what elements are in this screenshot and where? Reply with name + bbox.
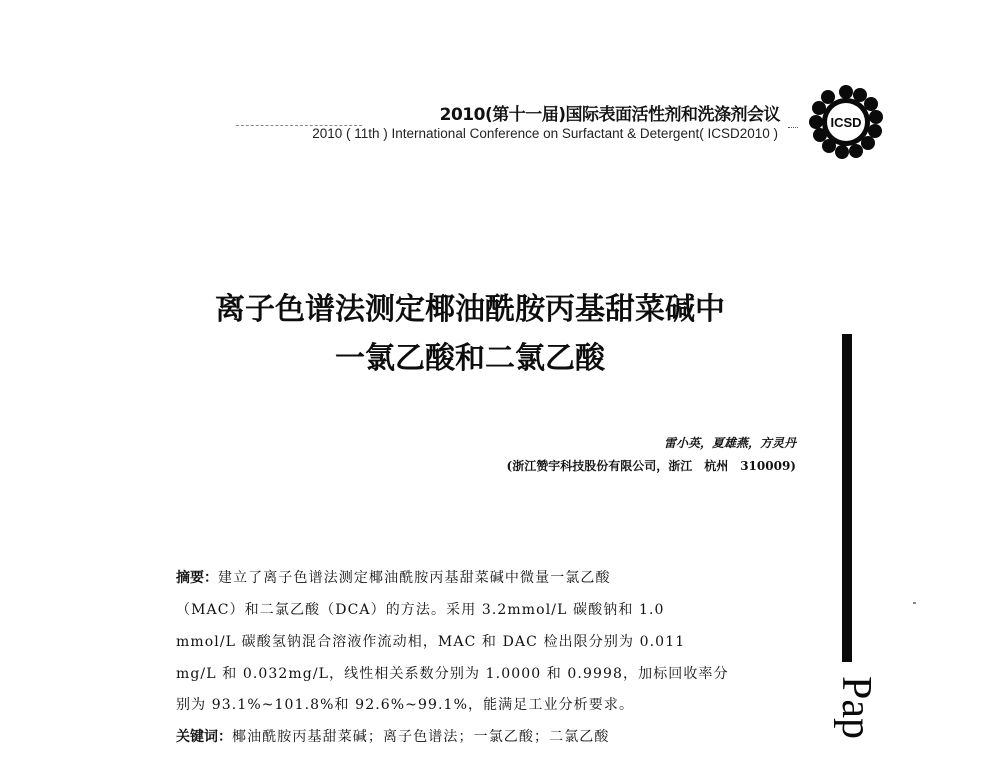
abstract-text: 建立了离子色谱法测定椰油酰胺丙基甜菜碱中微量一氯乙酸	[218, 570, 611, 586]
abstract-line-3: mmol/L 碳酸氢钠混合溶液作流动相，MAC 和 DAC 检出限分别为 0.011	[176, 634, 686, 650]
keywords-text: 椰油酰胺丙基甜菜碱；离子色谱法；一氯乙酸；二氯乙酸	[232, 729, 610, 745]
paper-title-line-2: 一氯乙酸和二氯乙酸	[335, 341, 605, 376]
side-rotated-label: Pap	[833, 676, 879, 739]
abstract-line-2: （MAC）和二氯乙酸（DCA）的方法。采用 3.2mmol/L 碳酸钠和 1.0	[176, 602, 665, 618]
svg-text:ICSD: ICSD	[830, 115, 862, 130]
scan-speck	[913, 602, 916, 604]
section-divider-bar	[842, 334, 852, 662]
abstract-line-1	[176, 568, 776, 588]
authors: 雷小英，夏雄燕，方灵丹	[663, 436, 796, 450]
paper-title-line-1: 离子色谱法测定椰油酰胺丙基甜菜碱中	[215, 292, 725, 327]
conference-title-en: 2010 ( 11th ) International Conference on Surfactant & Detergent( ICSD2010 )	[312, 126, 778, 141]
keywords-label: 关键词：	[176, 729, 232, 745]
keywords-line	[176, 727, 776, 747]
abstract-label: 摘要：	[176, 570, 218, 586]
abstract-line-4: mg/L 和 0.032mg/L，线性相关系数分别为 1.0000 和 0.9998，加标回收率分	[176, 666, 729, 682]
icsd-logo-icon	[806, 82, 886, 162]
header-dotted-rule	[788, 127, 798, 128]
affiliation: (浙江赞宇科技股份有限公司，浙江 杭州 310009)	[506, 459, 796, 473]
conference-title-cn: 2010(第十一届)国际表面活性剂和洗涤剂会议	[439, 105, 780, 125]
abstract-line-5: 别为 93.1%~101.8%和 92.6%~99.1%，能满足工业分析要求。	[176, 697, 635, 713]
